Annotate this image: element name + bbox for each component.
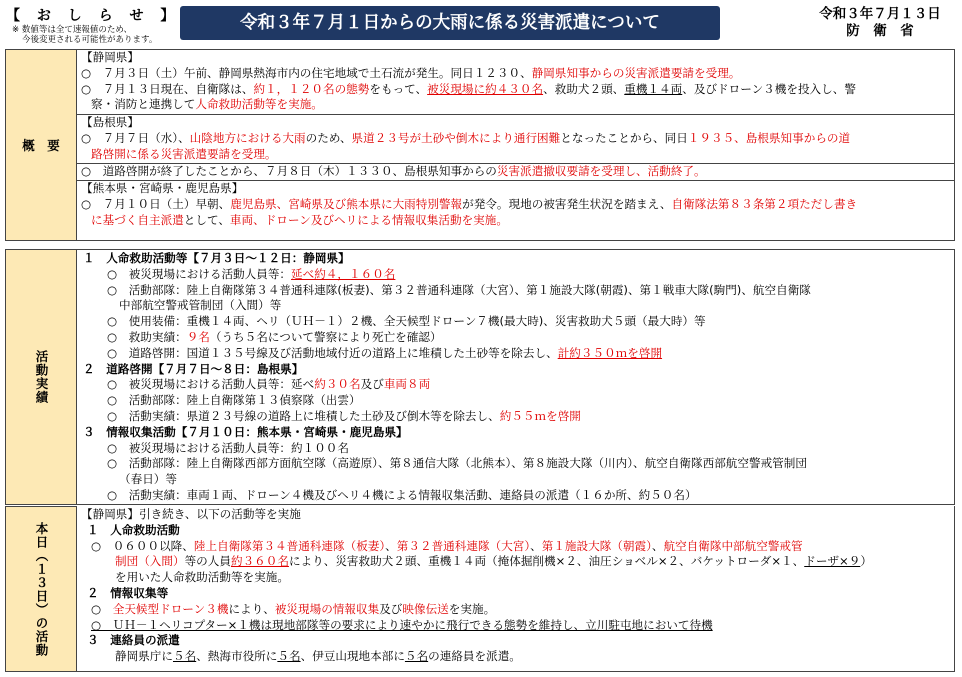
section-label-honjitsu xyxy=(5,506,77,672)
text-line: 路啓開に係る災害派遣要請を受理。 xyxy=(91,146,277,161)
section-heading: １ 人命救助活動等【７月３日～１２日：静岡県】 xyxy=(83,251,350,265)
text-line: ○ 救助実績：９名（うち５名について警察により死亡を確認） xyxy=(107,329,442,344)
katsudo-label-text: 活動実績 xyxy=(34,350,49,404)
provisional-note xyxy=(12,25,157,45)
text-line: 制団（入間）等の人員約３６０名により、災害救助犬２頭、重機１４両（掩体掘削機×２、油圧ショベル×２、バケットローダ×１、ドーザ×９） xyxy=(115,554,872,569)
text-line: 中部航空警戒管制団（入間）等 xyxy=(119,298,282,313)
text-line: ○ 道路啓開が終了したことから、７月８日（木）１３３０、島根県知事からの災害派遣撤収要請を受理し、活動終了。 xyxy=(77,163,954,180)
pref-heading: 【島根県】 xyxy=(81,115,139,130)
text-line: ○ 道路啓開：国道１３５号線及び活動地域付近の道路上に堆積した土砂等を除去し、計約３５０ｍを啓開 xyxy=(107,345,663,360)
section-heading: ３ 連絡員の派遣 xyxy=(87,633,180,648)
date-block xyxy=(806,6,954,40)
section-heading: １ 人命救助活動 xyxy=(87,522,180,537)
ministry-name: 防 衛 省 xyxy=(846,23,914,39)
section-label-gaiyo xyxy=(5,49,77,241)
text-line: ○ 使用装備：重機１４両、ヘリ（ＵＨ－１）２機、全天候型ドローン７機(最大時)、災害救助犬５頭（最大時）等 xyxy=(107,314,706,329)
section-heading: ２ 道路啓開【７月７日～８日：島根県】 xyxy=(83,361,304,376)
pref-heading: 【静岡県】 xyxy=(81,50,139,64)
note-line-1: ※ 数値等は全て速報値のため、 xyxy=(12,25,132,35)
section-label-katsudo xyxy=(5,249,77,505)
text-line: ○ ０６００以降、陸上自衛隊第３４普通科連隊（板妻）、第３２普通科連隊（大宮）、第１施設大隊（朝霞）、航空自衛隊中部航空警戒管 xyxy=(91,538,803,553)
section-heading: ２ 情報収集等 xyxy=(87,585,169,600)
honjitsu-label-text: 本日（１３日）の活動 xyxy=(34,521,49,657)
text-line: ○ ７月１０日（土）早朝、鹿児島県、宮崎県及び熊本県に大雨特別警報が発令。現地の被害発生状況を踏まえ、自衛隊法第８３条第２項ただし書き xyxy=(81,197,858,212)
text-line: ○ 全天候型ドローン３機により、被災現場の情報収集及び映像伝送を実施。 xyxy=(91,601,496,616)
text-line: ○ 被災現場における活動人員等：延べ約３０名及び車両８両 xyxy=(107,377,431,392)
text-line: ○ ７月１３日現在、自衛隊は、約１，１２０名の態勢をもって、被災現場に約４３０名、救助犬２頭、重機１４両、及びドローン３機を投入し、警 xyxy=(81,81,856,96)
pref-heading: 【熊本県・宮崎県・鹿児島県】 xyxy=(81,181,244,196)
oshirase-heading: 【 お し ら せ 】 xyxy=(6,8,181,24)
text-line: ○ ７月３日（土）午前、静岡県熱海市内の住宅地域で土石流が発生。同日１２３０、静岡県知事からの災害派遣要請を受理。 xyxy=(81,65,741,80)
text-line: に基づく自主派遣として、車両、ドローン及びヘリによる情報収集活動を実施。 xyxy=(91,212,508,227)
text-line: ○ ７月７日（水）、山陰地方における大雨のため、県道２３号が土砂や倒木により通行困難となったことから、同日１９３５、島根県知事からの道 xyxy=(81,130,851,145)
note-line-2: 今後変更される可能性があります。 xyxy=(22,35,158,45)
text-line: ○ 活動部隊：陸上自衛隊西部方面航空隊（高遊原）、第８通信大隊（北熊本）、第８施設大隊（川内）、航空自衛隊西部航空警戒管制団 xyxy=(107,456,807,471)
text-line: ○ 活動実績：車両１両、ドローン４機及びヘリ４機による情報収集活動、連絡員の派遣（１６か所、約５０名） xyxy=(107,487,697,502)
gaiyo-shimane xyxy=(77,115,954,181)
gaiyo-kyushu xyxy=(77,181,954,229)
text-line: 静岡県庁に５名、熱海市役所に５名、伊豆山現地本部に５名の連絡員を派遣。 xyxy=(115,649,521,664)
text-line: ○ 活動部隊：陸上自衛隊第３４普通科連隊(板妻)、第３２普通科連隊（大宮）、第１施設大隊(朝霞)、第１戦車大隊(駒門)、航空自衛隊 xyxy=(107,282,811,297)
katsudo-content xyxy=(77,249,955,505)
text-line: ○ 活動部隊：陸上自衛隊第１３偵察隊（出雲） xyxy=(107,393,361,408)
text-line: （春日）等 xyxy=(119,472,177,487)
honjitsu-content xyxy=(77,506,955,672)
pref-heading: 【静岡県】引き続き、以下の活動等を実施 xyxy=(81,507,301,521)
gaiyo-shizuoka xyxy=(77,50,954,115)
text-line: ○ 被災現場における活動人員等：約１００名 xyxy=(107,440,349,455)
page-title: 令和３年７月１日からの大雨に係る災害派遣について xyxy=(180,6,720,40)
text-line: 察・消防と連携して人命救助活動等を実施。 xyxy=(91,97,323,112)
text-line: ○ 被災現場における活動人員等：延べ約４，１６０名 xyxy=(107,266,396,281)
gaiyo-content xyxy=(77,49,955,241)
gaiyo-label-text: 概 要 xyxy=(22,138,60,153)
text-line: を用いた人命救助活動等を実施。 xyxy=(115,570,289,585)
text-line: ○ 活動実績：県道２３号線の道路上に堆積した土砂及び倒木等を除去し、約５５ｍを啓開 xyxy=(107,408,581,423)
text-line: ○ ＵＨ－１ヘリコプター×１機は現地部隊等の要求により速やかに飛行できる態勢を維持し、立川駐屯地において待機 xyxy=(91,617,713,632)
issue-date: 令和３年７月１３日 xyxy=(819,6,941,22)
section-heading: ３ 情報収集活動【７月１０日：熊本県・宮崎県・鹿児島県】 xyxy=(83,424,408,439)
